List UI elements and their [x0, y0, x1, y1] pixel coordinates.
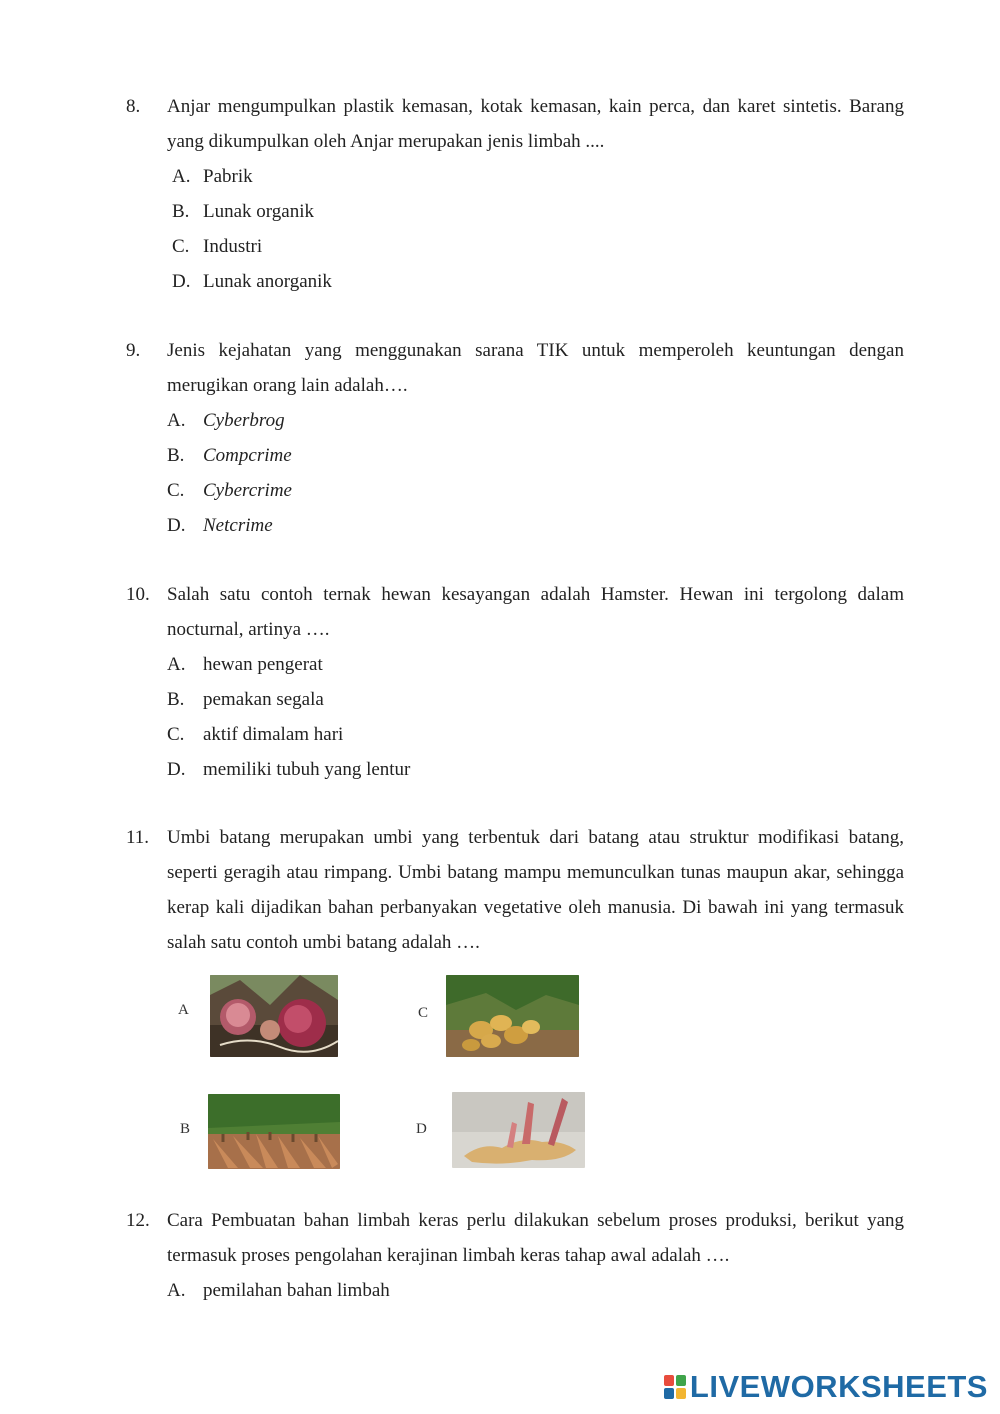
- image-option-label: A: [178, 1002, 189, 1018]
- option-text: Lunak anorganik: [203, 271, 332, 292]
- option-text: hewan pengerat: [203, 654, 323, 675]
- option-letter: A.: [167, 1280, 186, 1301]
- logo-text: LIVEWORKSHEETS: [689, 1369, 988, 1404]
- option-text: Industri: [203, 236, 263, 257]
- question-number: 10.: [126, 584, 150, 605]
- option-d[interactable]: [167, 508, 904, 543]
- question-stem: Cara Pembuatan bahan limbah keras perlu dilakukan sebelum proses produksi, berikut yang termasuk proses pengolahan kerajinan limbah keras tahap awal adalah ….: [167, 1210, 904, 1266]
- option-text: aktif dimalam hari: [203, 724, 344, 745]
- question-number: 8.: [126, 96, 141, 117]
- question-number: 12.: [126, 1210, 150, 1231]
- question-8: [126, 89, 904, 299]
- option-letter: A.: [172, 166, 191, 187]
- option-text: Pabrik: [203, 166, 253, 187]
- liveworksheets-logo[interactable]: [664, 1370, 988, 1404]
- option-text: Compcrime: [203, 445, 292, 466]
- logo-square: [676, 1388, 686, 1399]
- option-text: pemakan segala: [203, 689, 324, 710]
- option-letter: C.: [172, 236, 190, 257]
- cassava-image: [208, 1094, 340, 1169]
- option-letter: C.: [167, 480, 185, 501]
- logo-square: [664, 1375, 674, 1386]
- option-letter: A.: [167, 410, 186, 431]
- option-text: Cyberbrog: [203, 410, 285, 431]
- option-text: Lunak organik: [203, 201, 314, 222]
- option-letter: A.: [167, 654, 186, 675]
- question-11-image-options: [170, 970, 610, 1175]
- option-b[interactable]: [167, 194, 904, 229]
- option-letter: D.: [167, 515, 186, 536]
- option-c[interactable]: [167, 717, 904, 752]
- option-letter: C.: [167, 724, 185, 745]
- logo-square: [676, 1375, 686, 1386]
- option-letter: B.: [167, 445, 185, 466]
- ginger-photo[interactable]: [452, 1092, 585, 1168]
- logo-square: [664, 1388, 674, 1399]
- option-a[interactable]: [167, 647, 904, 682]
- cassava-photo[interactable]: [208, 1094, 340, 1169]
- question-stem: Umbi batang merupakan umbi yang terbentuk dari batang atau struktur modifikasi batang, seperti geragih atau rimpang. Umbi batang mampu memunculkan tunas maupun akar, sehingga kerap kali dijadikan bahan perbanyakan vegetative oleh manusia. Di bawah ini yang termasuk salah satu contoh umbi batang adalah ….: [167, 827, 904, 953]
- option-c[interactable]: [167, 473, 904, 508]
- option-a[interactable]: [167, 403, 904, 438]
- question-stem: Jenis kejahatan yang menggunakan sarana TIK untuk memperoleh keuntungan dengan merugikan orang lain adalah….: [167, 340, 904, 396]
- question-number: 9.: [126, 340, 141, 361]
- option-letter: D.: [172, 271, 191, 292]
- image-option-label: B: [180, 1121, 191, 1137]
- option-text: memiliki tubuh yang lentur: [203, 759, 411, 780]
- option-b[interactable]: [167, 438, 904, 473]
- question-stem: Anjar mengumpulkan plastik kemasan, kotak kemasan, kain perca, dan karet sintetis. Barang yang dikumpulkan oleh Anjar merupakan jenis limbah ....: [167, 96, 904, 152]
- question-9: [126, 333, 904, 543]
- option-a[interactable]: [167, 159, 904, 194]
- option-text: Cybercrime: [203, 480, 292, 501]
- question-10: [126, 577, 904, 787]
- ginger-image: [452, 1092, 585, 1168]
- onion-image: [210, 975, 338, 1057]
- option-letter: B.: [167, 689, 185, 710]
- option-c[interactable]: [167, 229, 904, 264]
- option-text: Netcrime: [203, 515, 273, 536]
- question-stem: Salah satu contoh ternak hewan kesayangan adalah Hamster. Hewan ini tergolong dalam nocturnal, artinya ….: [167, 584, 904, 640]
- logo-mark-icon: [664, 1375, 686, 1399]
- question-number: 11.: [126, 827, 150, 848]
- question-11: [126, 820, 904, 960]
- option-b[interactable]: [167, 682, 904, 717]
- question-12: [126, 1203, 904, 1308]
- option-a[interactable]: [167, 1273, 904, 1308]
- option-d[interactable]: [167, 752, 904, 787]
- potato-image: [446, 975, 579, 1057]
- option-d[interactable]: [167, 264, 904, 299]
- option-letter: D.: [167, 759, 186, 780]
- option-text: pemilahan bahan limbah: [203, 1280, 390, 1301]
- image-option-label: D: [416, 1121, 427, 1137]
- potato-photo[interactable]: [446, 975, 579, 1057]
- option-letter: B.: [172, 201, 190, 222]
- image-option-label: C: [418, 1005, 429, 1021]
- onion-photo[interactable]: [210, 975, 338, 1057]
